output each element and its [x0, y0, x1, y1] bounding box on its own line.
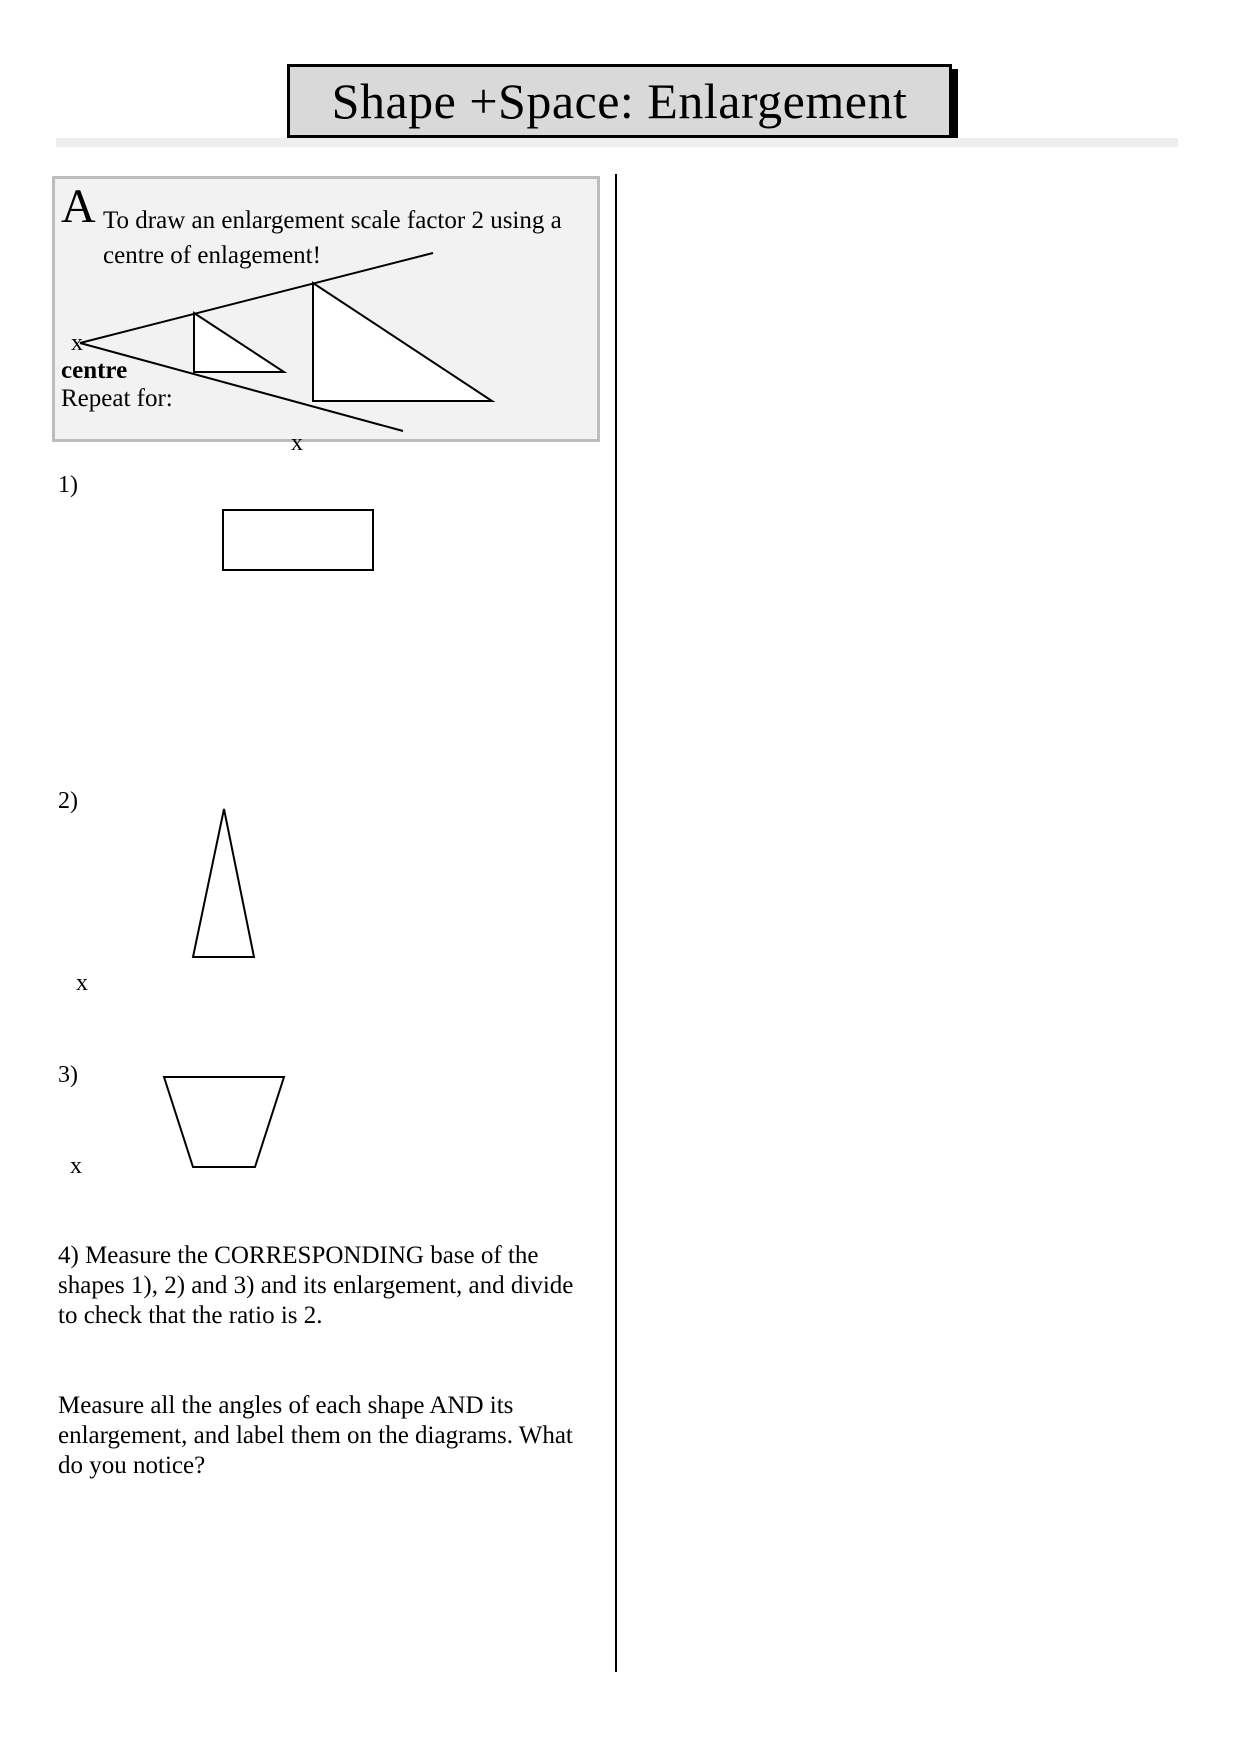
- section-letter: A: [61, 180, 96, 233]
- q2-centre-mark: x: [76, 970, 88, 996]
- page-title-text: Shape +Space: Enlargement: [331, 73, 908, 129]
- q3-number: 3): [58, 1062, 78, 1088]
- q3-centre-mark: x: [70, 1153, 82, 1179]
- original-triangle: [194, 313, 284, 372]
- repeat-label: Repeat for:: [61, 385, 173, 412]
- q2-number: 2): [58, 788, 78, 814]
- angles-question-text: Measure all the angles of each shape AND its enlargement, and label them on the diagrams. What do you notice?: [58, 1392, 573, 1479]
- q3-trapezium: [164, 1077, 284, 1167]
- example-centre-mark: x: [71, 330, 83, 356]
- q1-number: 1): [58, 472, 78, 498]
- question-4-text: 4) Measure the CORRESPONDING base of the shapes 1), 2) and 3) and its enlargement, and divide to check that the ratio is 2.: [58, 1242, 574, 1329]
- centre-label: centre: [61, 357, 128, 384]
- enlarged-triangle: [313, 283, 492, 401]
- q2-triangle: [193, 809, 254, 957]
- example-diagram: [80, 253, 492, 431]
- q1-centre-mark: x: [291, 430, 303, 456]
- section-instruction: To draw an enlargement scale factor 2 using a centre of enlagement!: [103, 207, 562, 269]
- q1-rectangle: [223, 510, 373, 570]
